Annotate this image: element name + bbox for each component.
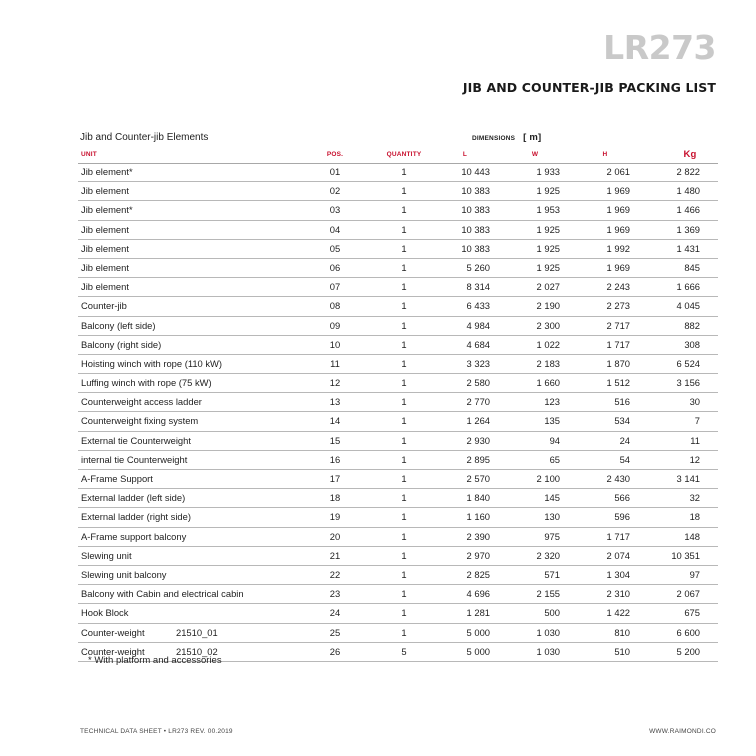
cell-width: 2 190 bbox=[536, 300, 560, 312]
cell-unit: internal tie Counterweight bbox=[81, 453, 188, 465]
cell-quantity: 1 bbox=[401, 261, 407, 273]
cell-quantity: 1 bbox=[401, 434, 407, 446]
cell-weight: 845 bbox=[684, 261, 700, 273]
table-row bbox=[78, 240, 718, 259]
table-row bbox=[78, 336, 718, 355]
cell-weight: 3 156 bbox=[676, 377, 700, 389]
cell-height: 1 717 bbox=[606, 338, 630, 350]
cell-width: 123 bbox=[544, 396, 560, 408]
table-row bbox=[78, 489, 718, 508]
cell-pos: 21 bbox=[329, 549, 341, 561]
cell-weight: 32 bbox=[689, 492, 700, 504]
cell-height: 1 304 bbox=[606, 568, 630, 580]
cell-unit: Slewing unit bbox=[81, 549, 132, 561]
cell-unit: External tie Counterweight bbox=[81, 434, 191, 446]
cell-quantity: 1 bbox=[401, 242, 407, 254]
cell-height: 516 bbox=[614, 396, 630, 408]
cell-code: 21510_01 bbox=[176, 626, 218, 638]
cell-weight: 6 600 bbox=[676, 626, 700, 638]
cell-weight: 1 431 bbox=[676, 242, 700, 254]
cell-width: 1 022 bbox=[536, 338, 560, 350]
footer-document-info: TECHNICAL DATA SHEET • LR273 REV. 00.2019 bbox=[80, 728, 233, 735]
cell-weight: 6 524 bbox=[676, 357, 700, 369]
cell-unit: Balcony (right side) bbox=[81, 338, 162, 350]
cell-unit: Balcony (left side) bbox=[81, 319, 156, 331]
cell-width: 500 bbox=[544, 607, 560, 619]
cell-length: 2 390 bbox=[466, 530, 490, 542]
cell-pos: 24 bbox=[329, 607, 341, 619]
cell-width: 2 183 bbox=[536, 357, 560, 369]
cell-weight: 308 bbox=[684, 338, 700, 350]
cell-pos: 09 bbox=[329, 319, 341, 331]
table-row bbox=[78, 393, 718, 412]
cell-weight: 18 bbox=[689, 511, 700, 523]
cell-unit: Counterweight fixing system bbox=[81, 415, 199, 427]
cell-quantity: 1 bbox=[401, 530, 407, 542]
cell-length: 2 930 bbox=[466, 434, 490, 446]
cell-width: 2 100 bbox=[536, 473, 560, 484]
table-row bbox=[78, 508, 718, 527]
cell-unit: Jib element bbox=[81, 281, 129, 293]
cell-weight: 675 bbox=[684, 607, 700, 619]
cell-weight: 1 666 bbox=[676, 281, 700, 293]
cell-length: 10 383 bbox=[461, 242, 490, 254]
cell-weight: 1 369 bbox=[676, 223, 700, 235]
cell-length: 1 160 bbox=[466, 511, 490, 523]
cell-length: 4 696 bbox=[466, 588, 490, 600]
cell-unit: A-Frame support balcony bbox=[81, 530, 187, 542]
cell-pos: 02 bbox=[329, 185, 341, 197]
cell-height: 534 bbox=[614, 415, 630, 427]
cell-height: 54 bbox=[619, 453, 630, 465]
cell-unit: Hook Block bbox=[81, 607, 129, 619]
cell-unit: Luffing winch with rope (75 kW) bbox=[81, 377, 212, 389]
cell-length: 10 383 bbox=[461, 204, 490, 216]
cell-height: 1 969 bbox=[606, 223, 630, 235]
cell-pos: 15 bbox=[329, 434, 341, 446]
cell-unit: Balcony with Cabin and electrical cabin bbox=[81, 588, 244, 600]
table-header-row bbox=[78, 147, 718, 164]
cell-length: 2 580 bbox=[466, 377, 490, 389]
cell-quantity: 1 bbox=[401, 166, 407, 177]
cell-height: 1 717 bbox=[606, 530, 630, 542]
dimensions-label: DIMENSIONS bbox=[472, 135, 516, 142]
cell-unit: Jib element bbox=[81, 261, 129, 273]
cell-pos: 07 bbox=[329, 281, 341, 293]
cell-pos: 12 bbox=[329, 377, 341, 389]
document-title: JIB AND COUNTER-JIB PACKING LIST bbox=[462, 80, 716, 95]
table-row bbox=[78, 604, 718, 623]
cell-height: 2 061 bbox=[606, 166, 630, 177]
cell-quantity: 1 bbox=[401, 549, 407, 561]
cell-quantity: 5 bbox=[401, 645, 407, 657]
column-header-w: W bbox=[531, 151, 539, 158]
cell-quantity: 1 bbox=[401, 338, 407, 350]
cell-unit: External ladder (right side) bbox=[81, 511, 191, 523]
cell-width: 65 bbox=[549, 453, 560, 465]
cell-unit: Jib element bbox=[81, 242, 129, 254]
cell-quantity: 1 bbox=[401, 204, 407, 216]
table-row bbox=[78, 297, 718, 316]
cell-quantity: 1 bbox=[401, 377, 407, 389]
cell-unit: Counter-weight bbox=[81, 626, 145, 638]
cell-width: 1 925 bbox=[536, 223, 560, 235]
cell-length: 10 443 bbox=[461, 166, 490, 177]
cell-pos: 20 bbox=[329, 530, 341, 542]
cell-length: 2 570 bbox=[466, 473, 490, 484]
table-row bbox=[78, 470, 718, 489]
cell-height: 1 512 bbox=[606, 377, 630, 389]
cell-weight: 5 200 bbox=[676, 645, 700, 657]
cell-unit: Counter-weight bbox=[81, 645, 145, 657]
table-row bbox=[78, 528, 718, 547]
cell-pos: 23 bbox=[329, 588, 341, 600]
cell-quantity: 1 bbox=[401, 223, 407, 235]
cell-quantity: 1 bbox=[401, 415, 407, 427]
cell-length: 8 314 bbox=[466, 281, 490, 293]
cell-weight: 4 045 bbox=[676, 300, 700, 312]
dimensions-unit: [ m] bbox=[523, 132, 542, 143]
cell-length: 1 281 bbox=[466, 607, 490, 619]
cell-height: 2 717 bbox=[606, 319, 630, 331]
cell-unit: Hoisting winch with rope (110 kW) bbox=[81, 357, 223, 369]
cell-pos: 06 bbox=[329, 261, 341, 273]
cell-height: 1 870 bbox=[606, 357, 630, 369]
table-row bbox=[78, 412, 718, 431]
cell-unit: Counterweight access ladder bbox=[81, 396, 202, 408]
table-title: Jib and Counter-jib Elements bbox=[80, 132, 209, 143]
cell-length: 5 260 bbox=[466, 261, 490, 273]
cell-height: 2 310 bbox=[606, 588, 630, 600]
cell-length: 2 895 bbox=[466, 453, 490, 465]
cell-quantity: 1 bbox=[401, 357, 407, 369]
cell-length: 3 323 bbox=[466, 357, 490, 369]
table-row bbox=[78, 432, 718, 451]
cell-quantity: 1 bbox=[401, 568, 407, 580]
cell-quantity: 1 bbox=[401, 396, 407, 408]
cell-length: 1 264 bbox=[466, 415, 490, 427]
cell-quantity: 1 bbox=[401, 607, 407, 619]
table-row bbox=[78, 201, 718, 220]
cell-weight: 1 480 bbox=[676, 185, 700, 197]
cell-weight: 1 466 bbox=[676, 204, 700, 216]
cell-weight: 148 bbox=[684, 530, 700, 542]
column-header-quantity: QUANTITY bbox=[386, 151, 422, 158]
cell-width: 2 155 bbox=[536, 588, 560, 600]
cell-width: 1 953 bbox=[536, 204, 560, 216]
table-row bbox=[78, 278, 718, 297]
cell-length: 2 970 bbox=[466, 549, 490, 561]
column-header-l: L bbox=[462, 151, 468, 158]
cell-height: 2 430 bbox=[606, 473, 630, 484]
table-row bbox=[78, 163, 718, 182]
cell-quantity: 1 bbox=[401, 185, 407, 197]
table-row bbox=[78, 182, 718, 201]
cell-width: 2 320 bbox=[536, 549, 560, 561]
footer-website-link[interactable]: WWW.RAIMONDI.CO bbox=[649, 728, 716, 735]
cell-length: 5 000 bbox=[466, 626, 490, 638]
cell-code: 21510_02 bbox=[176, 645, 218, 657]
cell-pos: 05 bbox=[329, 242, 341, 254]
cell-unit: Jib element* bbox=[81, 204, 133, 216]
cell-width: 130 bbox=[544, 511, 560, 523]
cell-pos: 01 bbox=[329, 166, 341, 177]
packing-list-table bbox=[78, 163, 718, 662]
cell-unit: Slewing unit balcony bbox=[81, 568, 167, 580]
table-row bbox=[78, 221, 718, 240]
cell-weight: 882 bbox=[684, 319, 700, 331]
column-header-unit: UNIT bbox=[81, 151, 97, 158]
cell-width: 571 bbox=[544, 568, 560, 580]
cell-quantity: 1 bbox=[401, 453, 407, 465]
cell-pos: 19 bbox=[329, 511, 341, 523]
table-row bbox=[78, 547, 718, 566]
cell-height: 1 422 bbox=[606, 607, 630, 619]
cell-width: 1 660 bbox=[536, 377, 560, 389]
cell-height: 596 bbox=[614, 511, 630, 523]
cell-width: 1 925 bbox=[536, 185, 560, 197]
cell-length: 10 383 bbox=[461, 223, 490, 235]
cell-width: 1 933 bbox=[536, 166, 560, 177]
cell-weight: 2 822 bbox=[676, 166, 700, 177]
cell-pos: 17 bbox=[329, 473, 341, 484]
cell-weight: 12 bbox=[689, 453, 700, 465]
cell-pos: 13 bbox=[329, 396, 341, 408]
table-row bbox=[78, 317, 718, 336]
cell-height: 1 969 bbox=[606, 185, 630, 197]
table-row bbox=[78, 374, 718, 393]
cell-unit: Counter-jib bbox=[81, 300, 127, 312]
cell-pos: 14 bbox=[329, 415, 341, 427]
cell-pos: 08 bbox=[329, 300, 341, 312]
cell-pos: 10 bbox=[329, 338, 341, 350]
table-row bbox=[78, 451, 718, 470]
cell-quantity: 1 bbox=[401, 492, 407, 504]
dimensions-header bbox=[472, 132, 541, 143]
cell-length: 2 825 bbox=[466, 568, 490, 580]
cell-width: 1 030 bbox=[536, 626, 560, 638]
cell-weight: 7 bbox=[694, 415, 700, 427]
footnote: * With platform and accessories bbox=[88, 655, 222, 666]
table-row bbox=[78, 624, 718, 643]
cell-pos: 03 bbox=[329, 204, 341, 216]
cell-weight: 3 141 bbox=[676, 473, 700, 484]
cell-width: 1 925 bbox=[536, 242, 560, 254]
table-row bbox=[78, 585, 718, 604]
cell-quantity: 1 bbox=[401, 300, 407, 312]
cell-unit: External ladder (left side) bbox=[81, 492, 186, 504]
cell-height: 2 273 bbox=[606, 300, 630, 312]
cell-width: 975 bbox=[544, 530, 560, 542]
cell-quantity: 1 bbox=[401, 473, 407, 484]
cell-length: 2 770 bbox=[466, 396, 490, 408]
cell-quantity: 1 bbox=[401, 281, 407, 293]
cell-pos: 22 bbox=[329, 568, 341, 580]
cell-pos: 16 bbox=[329, 453, 341, 465]
column-header-kg: Kg bbox=[683, 149, 697, 160]
column-header-h: H bbox=[602, 151, 608, 158]
model-name: LR273 bbox=[603, 28, 716, 67]
cell-pos: 18 bbox=[329, 492, 341, 504]
cell-length: 4 984 bbox=[466, 319, 490, 331]
cell-width: 135 bbox=[544, 415, 560, 427]
cell-unit: Jib element bbox=[81, 223, 129, 235]
cell-height: 1 969 bbox=[606, 204, 630, 216]
cell-pos: 26 bbox=[329, 645, 341, 657]
cell-height: 1 992 bbox=[606, 242, 630, 254]
cell-length: 10 383 bbox=[461, 185, 490, 197]
cell-weight: 11 bbox=[690, 434, 700, 446]
cell-weight: 30 bbox=[689, 396, 700, 408]
cell-length: 5 000 bbox=[466, 645, 490, 657]
cell-unit: A-Frame Support bbox=[81, 473, 153, 484]
cell-height: 2 074 bbox=[606, 549, 630, 561]
cell-quantity: 1 bbox=[401, 626, 407, 638]
cell-height: 2 243 bbox=[606, 281, 630, 293]
cell-width: 2 300 bbox=[536, 319, 560, 331]
cell-quantity: 1 bbox=[401, 319, 407, 331]
cell-height: 510 bbox=[614, 645, 630, 657]
cell-width: 1 030 bbox=[536, 645, 560, 657]
cell-height: 24 bbox=[619, 434, 630, 446]
cell-weight: 97 bbox=[689, 568, 700, 580]
cell-length: 4 684 bbox=[466, 338, 490, 350]
cell-width: 145 bbox=[544, 492, 560, 504]
cell-pos: 11 bbox=[330, 357, 340, 369]
cell-weight: 2 067 bbox=[676, 588, 700, 600]
cell-pos: 04 bbox=[329, 223, 341, 235]
cell-width: 2 027 bbox=[536, 281, 560, 293]
cell-width: 94 bbox=[549, 434, 560, 446]
cell-length: 1 840 bbox=[466, 492, 490, 504]
table-row bbox=[78, 355, 718, 374]
cell-height: 810 bbox=[614, 626, 630, 638]
table-row bbox=[78, 566, 718, 585]
cell-length: 6 433 bbox=[466, 300, 490, 312]
cell-height: 1 969 bbox=[606, 261, 630, 273]
column-header-pos: POS. bbox=[326, 151, 344, 158]
cell-unit: Jib element bbox=[81, 185, 129, 197]
cell-quantity: 1 bbox=[401, 588, 407, 600]
cell-width: 1 925 bbox=[536, 261, 560, 273]
cell-unit: Jib element* bbox=[81, 166, 133, 177]
cell-quantity: 1 bbox=[401, 511, 407, 523]
cell-height: 566 bbox=[614, 492, 630, 504]
cell-pos: 25 bbox=[329, 626, 341, 638]
table-row bbox=[78, 259, 718, 278]
cell-weight: 10 351 bbox=[671, 549, 700, 561]
